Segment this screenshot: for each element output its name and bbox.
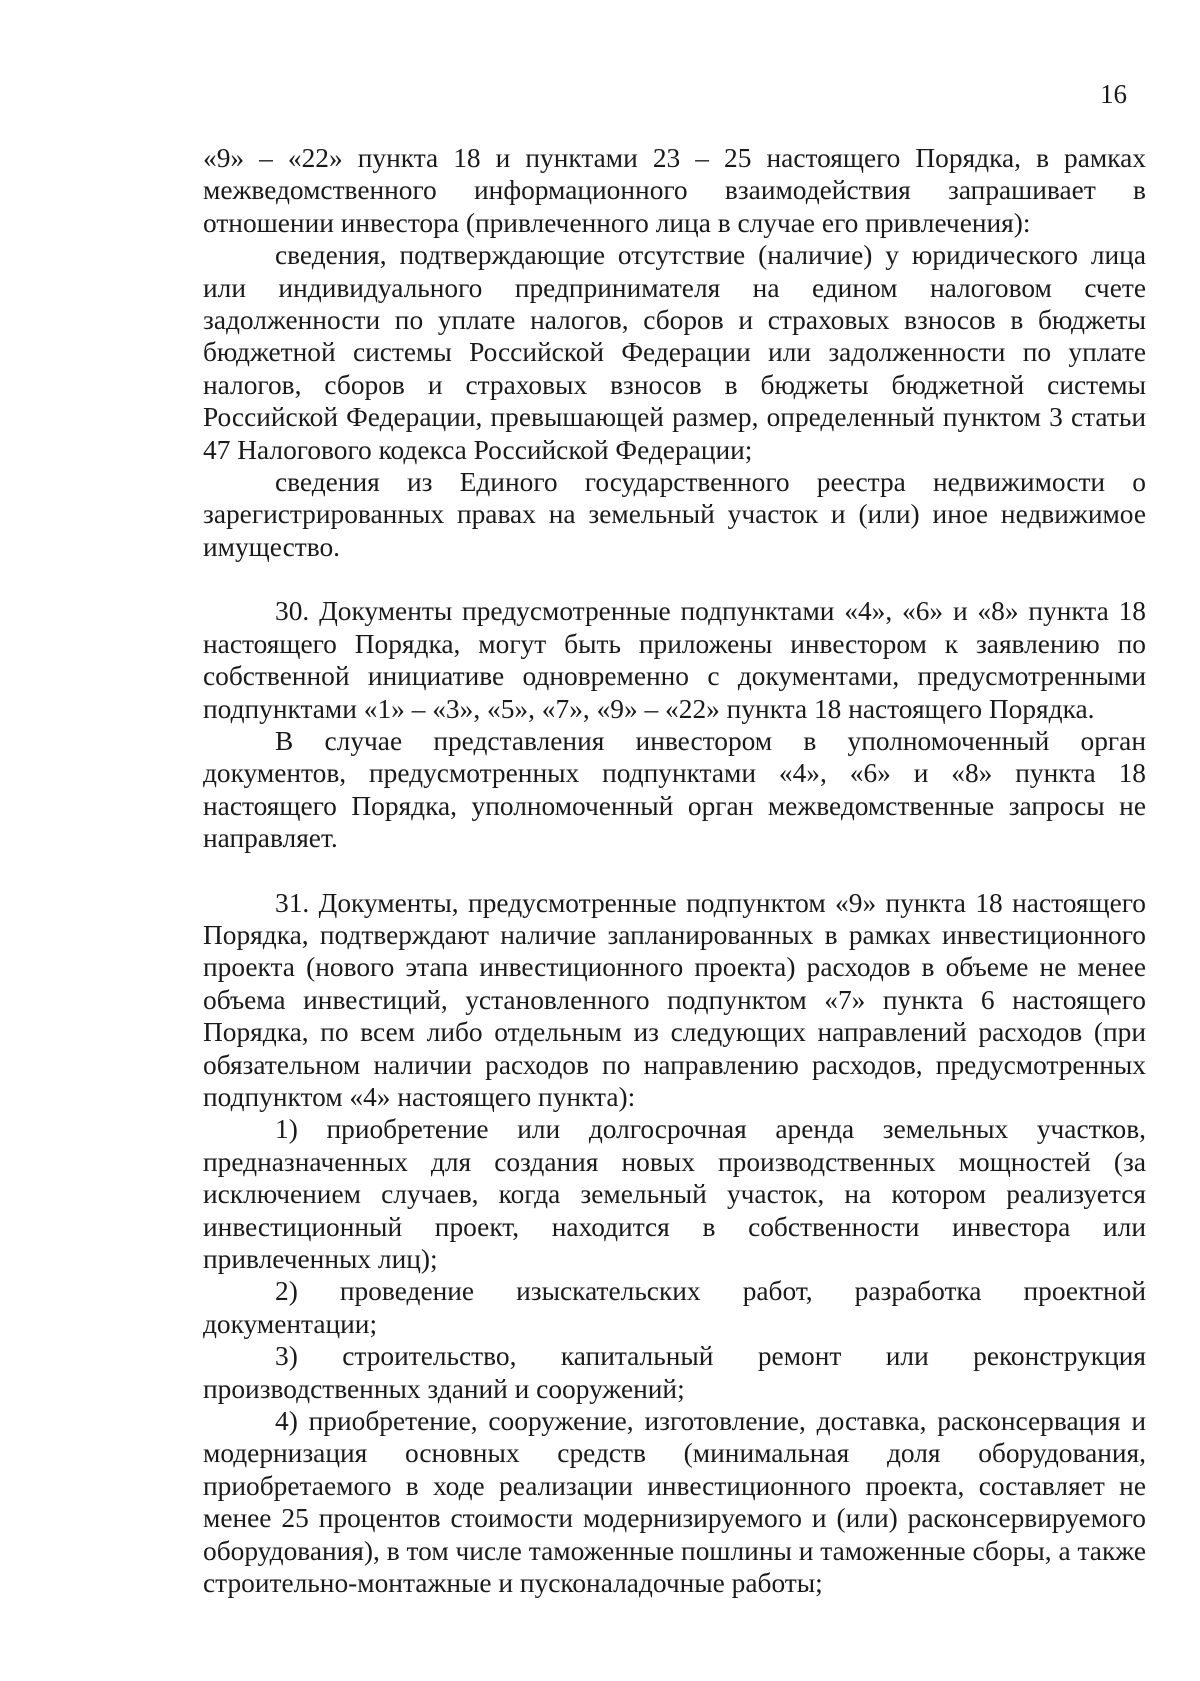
list-item-1-land: 1) приобретение или долгосрочная аренда земельных участков, предназначенных для создания новых производственных мощностей (за исключением случаев, когда земельный участок, на котором реализуется инвестиционный проект, находится в собственности инвестора или привлеченных лиц); [203,1114,1146,1274]
list-item-3-construction: 3) строительство, капитальный ремонт или реконструкция производственных зданий и сооружений; [203,1341,1146,1404]
paragraph-item-30-case: В случае представления инвестором в уполномоченный орган документов, предусмотренных подпунктами «4», «6» и «8» пункта 18 настоящего Порядка, уполномоченный орган межведомственные запросы не направляет. [203,725,1146,854]
document-body [203,142,1146,1599]
list-item-4-fixed-assets: 4) приобретение, сооружение, изготовление, доставка, расконсервация и модернизация основных средств (минимальная доля оборудования, приобретаемого в ходе реализации инвестиционного проекта, составляет не менее 25 процентов стоимости модернизируемого и (или) расконсервируемого оборудования), в том числе таможенные пошлины и таможенные сборы, а также строительно-монтажные и пусконаладочные работы; [203,1406,1146,1599]
page-number: 16 [1100,79,1127,109]
paragraph-intro-continuation: «9» – «22» пункта 18 и пунктами 23 – 25 настоящего Порядка, в рамках межведомственного информационного взаимодействия запрашивает в отношении инвестора (привлеченного лица в случае его привлечения): [203,143,1146,238]
list-item-2-survey: 2) проведение изыскательских работ, разработка проектной документации; [203,1276,1146,1339]
paragraph-real-estate-registry: сведения из Единого государственного реестра недвижимости о зарегистрированных правах на земельный участок и (или) иное недвижимое имущество. [203,467,1146,562]
paragraph-item-31: 31. Документы, предусмотренные подпунктом «9» пункта 18 настоящего Порядка, подтверждают наличие запланированных в рамках инвестиционного проекта (нового этапа инвестиционного проекта) расходов в объеме не менее объема инвестиций, установленного подпунктом «7» пункта 6 настоящего Порядка, по всем либо отдельным из следующих направлений расходов (при обязательном наличии расходов по направлению расходов, предусмотренных подпунктом «4» настоящего пункта): [203,887,1146,1112]
paragraph-item-30: 30. Документы предусмотренные подпунктами «4», «6» и «8» пункта 18 настоящего Порядка, могут быть приложены инвестором к заявлению по собственной инициативе одновременно с документами, предусмотренными подпунктами «1» – «3», «5», «7», «9» – «22» пункта 18 настоящего Порядка. [203,596,1146,724]
paragraph-tax-debt-info: сведения, подтверждающие отсутствие (наличие) у юридического лица или индивидуального предпринимателя на едином налоговом счете задолженности по уплате налогов, сборов и страховых взносов в бюджеты бюджетной системы Российской Федерации или задолженности по уплате налогов, сборов и страховых взносов в бюджеты бюджетной системы Российской Федерации, превышающей размер, определенный пунктом 3 статьи 47 Налогового кодекса Российской Федерации; [203,240,1146,465]
